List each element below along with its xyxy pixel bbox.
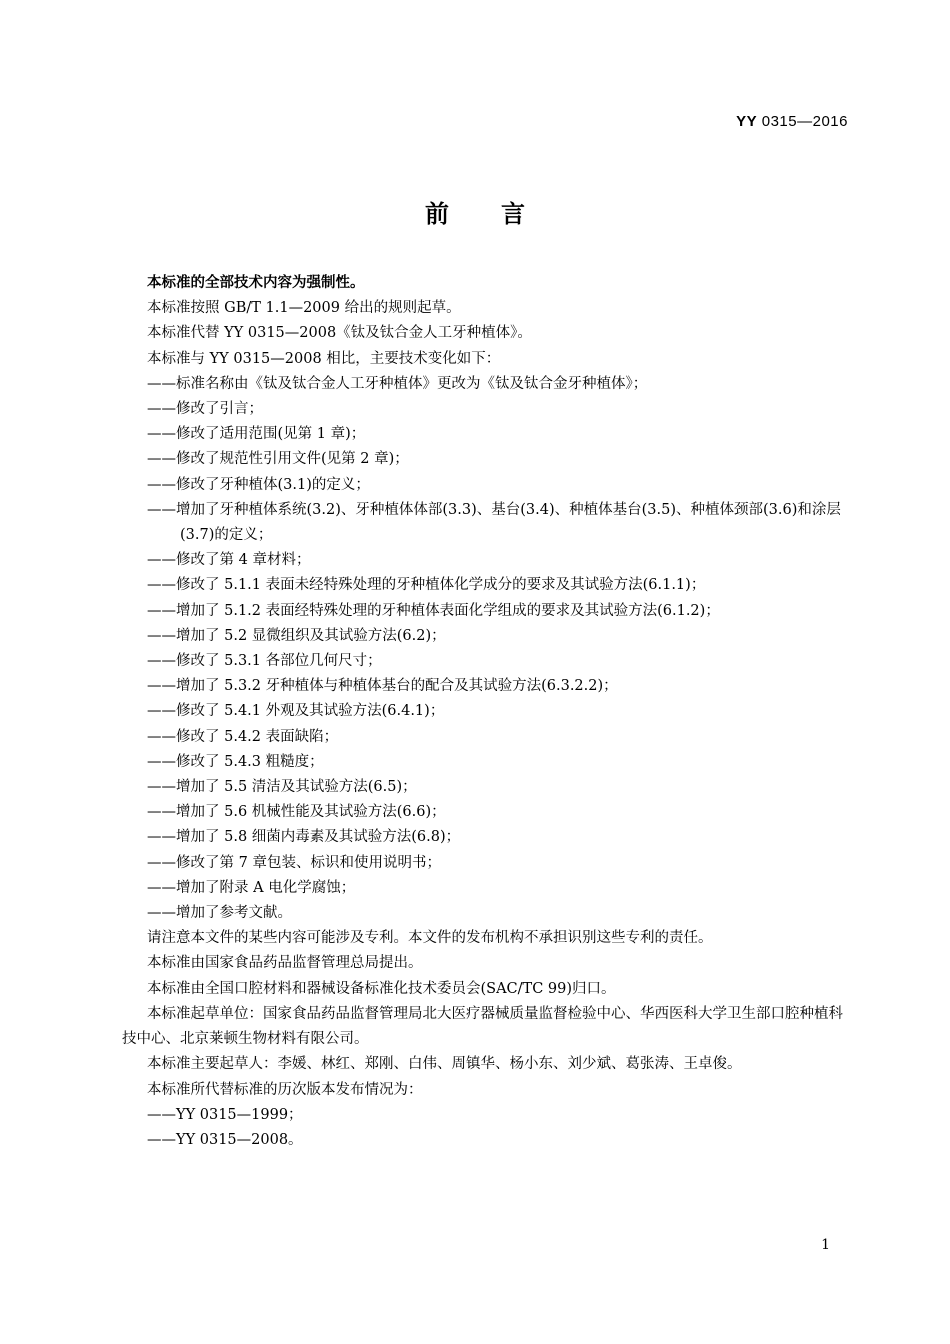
standard-prefix: YY bbox=[736, 113, 758, 130]
list-item: ——增加了 5.6 机械性能及其试验方法(6.6)； bbox=[147, 804, 446, 821]
list-item: ——增加了 5.2 显微组织及其试验方法(6.2)； bbox=[147, 627, 446, 644]
document-body bbox=[122, 271, 850, 1153]
list-item: ——标准名称由《钛及钛合金人工牙种植体》更改为《钛及钛合金牙种植体》； bbox=[147, 375, 648, 392]
list-item: ——增加了附录 A 电化学腐蚀； bbox=[147, 879, 356, 896]
page-title: 前言 bbox=[425, 200, 577, 228]
list-item: ——增加了 5.3.2 牙种植体与种植体基台的配合及其试验方法(6.3.2.2)； bbox=[147, 678, 618, 695]
list-item: ——修改了 5.4.2 表面缺陷； bbox=[147, 728, 339, 745]
list-item: ——修改了 5.1.1 表面未经特殊处理的牙种植体化学成分的要求及其试验方法(6.1.1)； bbox=[147, 577, 706, 594]
paragraph-drafters: 本标准主要起草人：李媛、林红、郑刚、白伟、周镇华、杨小东、刘少斌、葛张涛、王卓俊。 bbox=[147, 1056, 742, 1073]
list-item: ——修改了 5.4.1 外观及其试验方法(6.4.1)； bbox=[147, 703, 445, 720]
history-list bbox=[122, 1103, 850, 1153]
list-item: ——修改了第 7 章包装、标识和使用说明书； bbox=[147, 854, 441, 871]
list-item: ——修改了适用范围(见第 1 章)； bbox=[147, 426, 366, 443]
list-item: ——增加了参考文献。 bbox=[147, 905, 292, 922]
changes-list bbox=[122, 372, 850, 926]
standard-number bbox=[736, 113, 848, 130]
list-item: ——增加了 5.1.2 表面经特殊处理的牙种植体表面化学组成的要求及其试验方法(6.1.2)； bbox=[147, 602, 720, 619]
list-item: ——修改了第 4 章材料； bbox=[147, 552, 311, 569]
standard-code: 0315—2016 bbox=[761, 113, 848, 130]
list-item: ——增加了牙种植体系统(3.2)、牙种植体体部(3.3)、基台(3.4)、种植体基台(3.5)、种植体颈部(3.6)和涂层(3.7)的定义； bbox=[147, 501, 841, 544]
paragraph-proposed-by: 本标准由国家食品药品监督管理总局提出。 bbox=[147, 955, 423, 972]
list-item: ——增加了 5.5 清洁及其试验方法(6.5)； bbox=[147, 779, 417, 796]
list-item: ——YY 0315—2008。 bbox=[147, 1131, 303, 1148]
paragraph-changes-intro: 本标准与 YY 0315—2008 相比，主要技术变化如下： bbox=[147, 350, 501, 367]
list-item: ——修改了 5.3.1 各部位几何尺寸； bbox=[147, 653, 382, 670]
paragraph-committee: 本标准由全国口腔材料和器械设备标准化技术委员会(SAC/TC 99)归口。 bbox=[147, 980, 616, 997]
paragraph-history-intro: 本标准所代替标准的历次版本发布情况为： bbox=[147, 1081, 423, 1098]
page-number: 1 bbox=[821, 1237, 830, 1253]
list-item: ——增加了 5.8 细菌内毒素及其试验方法(6.8)； bbox=[147, 829, 461, 846]
paragraph-drafting-rules: 本标准按照 GB/T 1.1—2009 给出的规则起草。 bbox=[147, 300, 461, 317]
list-item: ——修改了规范性引用文件(见第 2 章)； bbox=[147, 451, 409, 468]
paragraph-drafting-units: 本标准起草单位：国家食品药品监督管理局北大医疗器械质量监督检验中心、华西医科大学卫生部口腔种植科技中心、北京莱顿生物材料有限公司。 bbox=[122, 1005, 843, 1048]
paragraph-mandatory: 本标准的全部技术内容为强制性。 bbox=[147, 275, 365, 291]
list-item: ——YY 0315—1999； bbox=[147, 1106, 303, 1123]
paragraph-patent-notice: 请注意本文件的某些内容可能涉及专利。本文件的发布机构不承担识别这些专利的责任。 bbox=[147, 930, 713, 947]
list-item: ——修改了牙种植体(3.1)的定义； bbox=[147, 476, 370, 493]
list-item: ——修改了引言； bbox=[147, 401, 263, 418]
paragraph-replaces: 本标准代替 YY 0315—2008《钛及钛合金人工牙种植体》。 bbox=[147, 325, 532, 342]
list-item: ——修改了 5.4.3 粗糙度； bbox=[147, 753, 324, 770]
